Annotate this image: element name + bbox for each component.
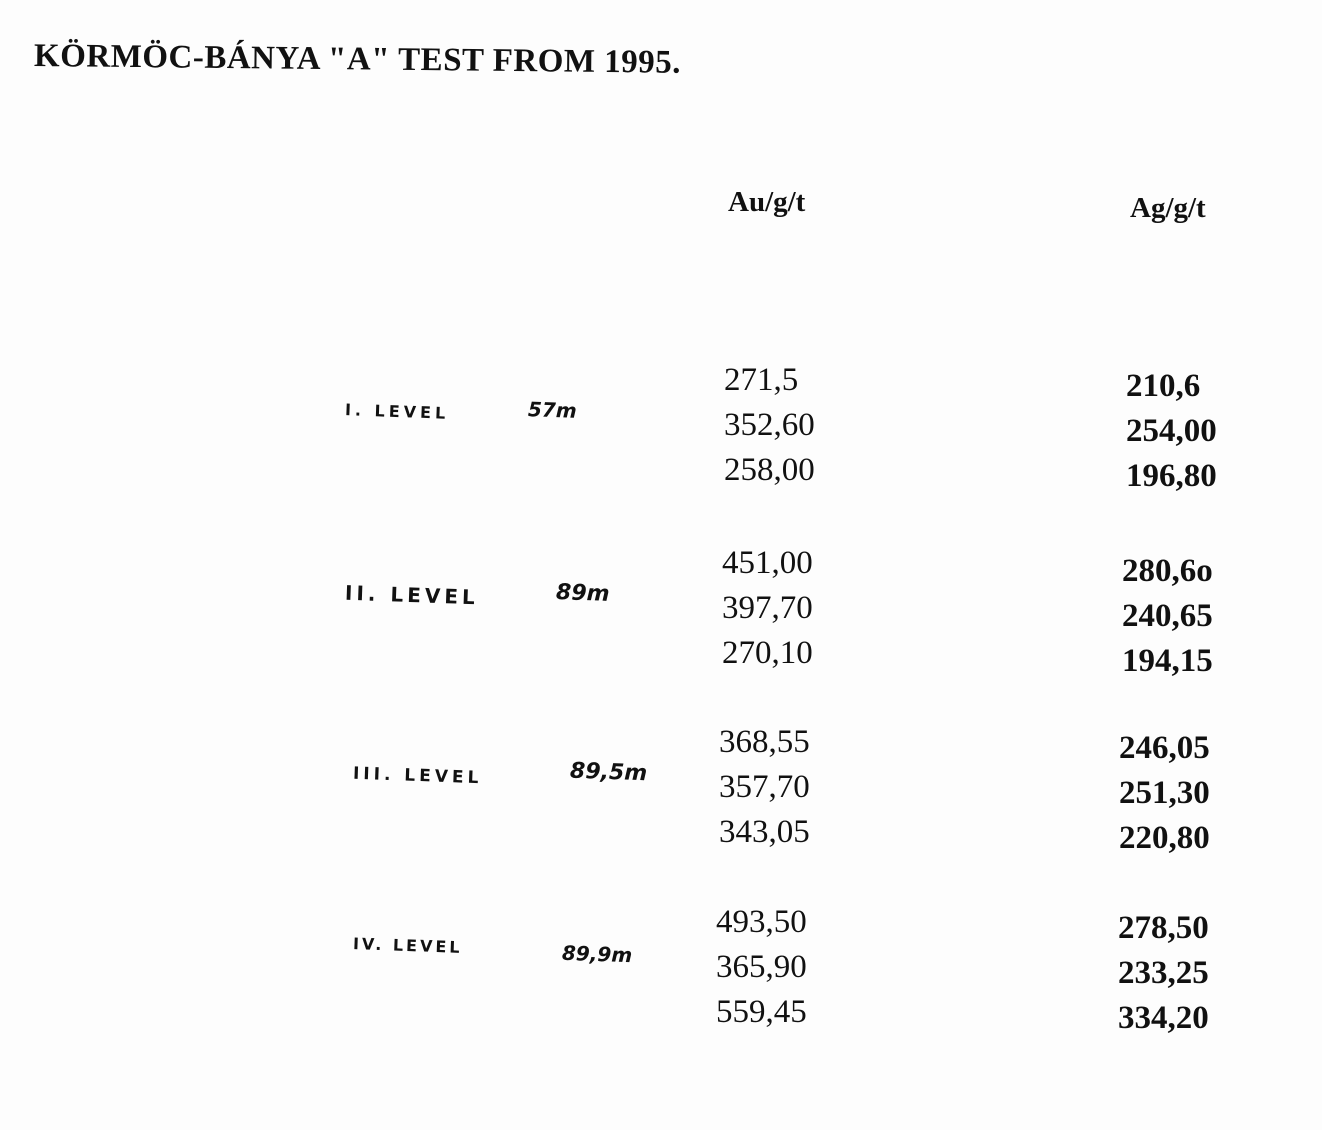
ag-value: 210,6 xyxy=(1126,368,1201,404)
au-value: 357,70 xyxy=(719,769,810,805)
level-label: I. LEVEL xyxy=(344,400,450,423)
au-column-header: Au/g/t xyxy=(728,186,806,218)
au-value: 343,05 xyxy=(719,814,810,850)
au-values xyxy=(719,720,810,855)
ag-value: 194,15 xyxy=(1122,643,1213,679)
au-values xyxy=(716,900,807,1035)
depth-label: 57m xyxy=(527,397,578,423)
depth-label: 89,5m xyxy=(569,758,648,787)
ag-values xyxy=(1122,549,1213,684)
level-group-1 xyxy=(0,358,1322,498)
au-value: 368,55 xyxy=(719,724,810,760)
ag-value: 278,50 xyxy=(1118,910,1209,946)
ag-value: 334,20 xyxy=(1118,1000,1209,1036)
au-value: 451,00 xyxy=(722,545,813,581)
level-label: II. LEVEL xyxy=(344,580,480,610)
level-group-3 xyxy=(0,720,1322,860)
au-values xyxy=(722,541,813,676)
level-label: IV. LEVEL xyxy=(352,934,463,957)
au-values xyxy=(724,358,815,493)
ag-value: 240,65 xyxy=(1122,598,1213,634)
level-label: III. LEVEL xyxy=(352,763,483,789)
ag-value: 280,6o xyxy=(1122,553,1213,589)
au-value: 365,90 xyxy=(716,949,807,985)
au-value: 559,45 xyxy=(716,994,807,1030)
ag-column-header: Ag/g/t xyxy=(1130,192,1206,224)
au-value: 270,10 xyxy=(722,635,813,671)
au-value: 493,50 xyxy=(716,904,807,940)
au-value: 397,70 xyxy=(722,590,813,626)
au-value: 258,00 xyxy=(724,452,815,488)
level-group-2 xyxy=(0,541,1322,681)
ag-value: 251,30 xyxy=(1119,775,1210,811)
ag-value: 254,00 xyxy=(1126,413,1217,449)
ag-values xyxy=(1119,726,1210,861)
level-group-4 xyxy=(0,900,1322,1040)
au-value: 352,60 xyxy=(724,407,815,443)
ag-value: 233,25 xyxy=(1118,955,1209,991)
ag-value: 246,05 xyxy=(1119,730,1210,766)
ag-values xyxy=(1126,364,1217,499)
ag-value: 196,80 xyxy=(1126,458,1217,494)
ag-values xyxy=(1118,906,1209,1041)
ag-value: 220,80 xyxy=(1119,820,1210,856)
depth-label: 89m xyxy=(555,580,610,607)
au-value: 271,5 xyxy=(724,362,799,398)
depth-label: 89,9m xyxy=(561,940,633,968)
document-title: KÖRMÖC-BÁNYA "A" TEST FROM 1995. xyxy=(33,38,682,81)
